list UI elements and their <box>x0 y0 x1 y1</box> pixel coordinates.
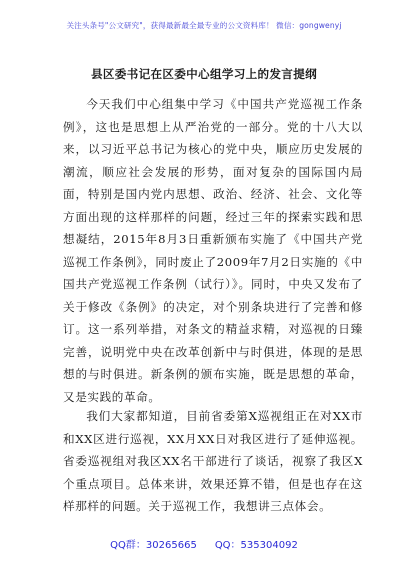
document-title: 县区委书记在区委中心组学习上的发言提纲 <box>91 67 317 81</box>
page-footer <box>0 536 408 551</box>
body-paragraph-2: 我们大家都知道，目前省委第X巡视组正在对XX市和XX区进行巡视，XX月XX日对我区进行了延伸巡视。省委巡视组对我区XX名干部进行了谈话，视察了我区X个重点项目。总体来讲，效果还算不错，但是也存在这样那样的问题。关于巡视工作，我想讲三点体会。 <box>63 409 363 513</box>
footer-qq: QQ：535304092 <box>214 540 298 551</box>
page-header-promo: 关注头条号"公文研究"，获得最新最全最专业的公文资料库！ 微信：gongwenyj <box>66 21 342 30</box>
body-paragraph-1: 今天我们中心组集中学习《中国共产党巡视工作条例》，这也是思想上从严治党的一部分。党的十八大以来，以习近平总书记为核心的党中央，顺应历史发展的潮流，顺应社会发展的形势，面对复杂的国际国内局面，特别是国内党内思想、政治、经济、社会、文化等方面出现的这样那样的问题，经过三年的探索实践和思想凝结，2015年8月3日重新颁布实施了《中国共产党巡视工作条例》，同时废止了2009年7月2日实施的《中国共产党巡视工作条例（试行）》。同时，中央又发布了关于修改《条例》的决定，对个别条块进行了完善和修订。这一系列举措，对条文的精益求精，对巡视的日臻完善，说明党中央在改革创新中与时俱进，体现的是思想的与时俱进。新条例的颁布实施，既是思想的革命，又是实践的革命。 <box>63 97 363 404</box>
footer-qq-group: QQ群：30265665 <box>110 540 197 551</box>
